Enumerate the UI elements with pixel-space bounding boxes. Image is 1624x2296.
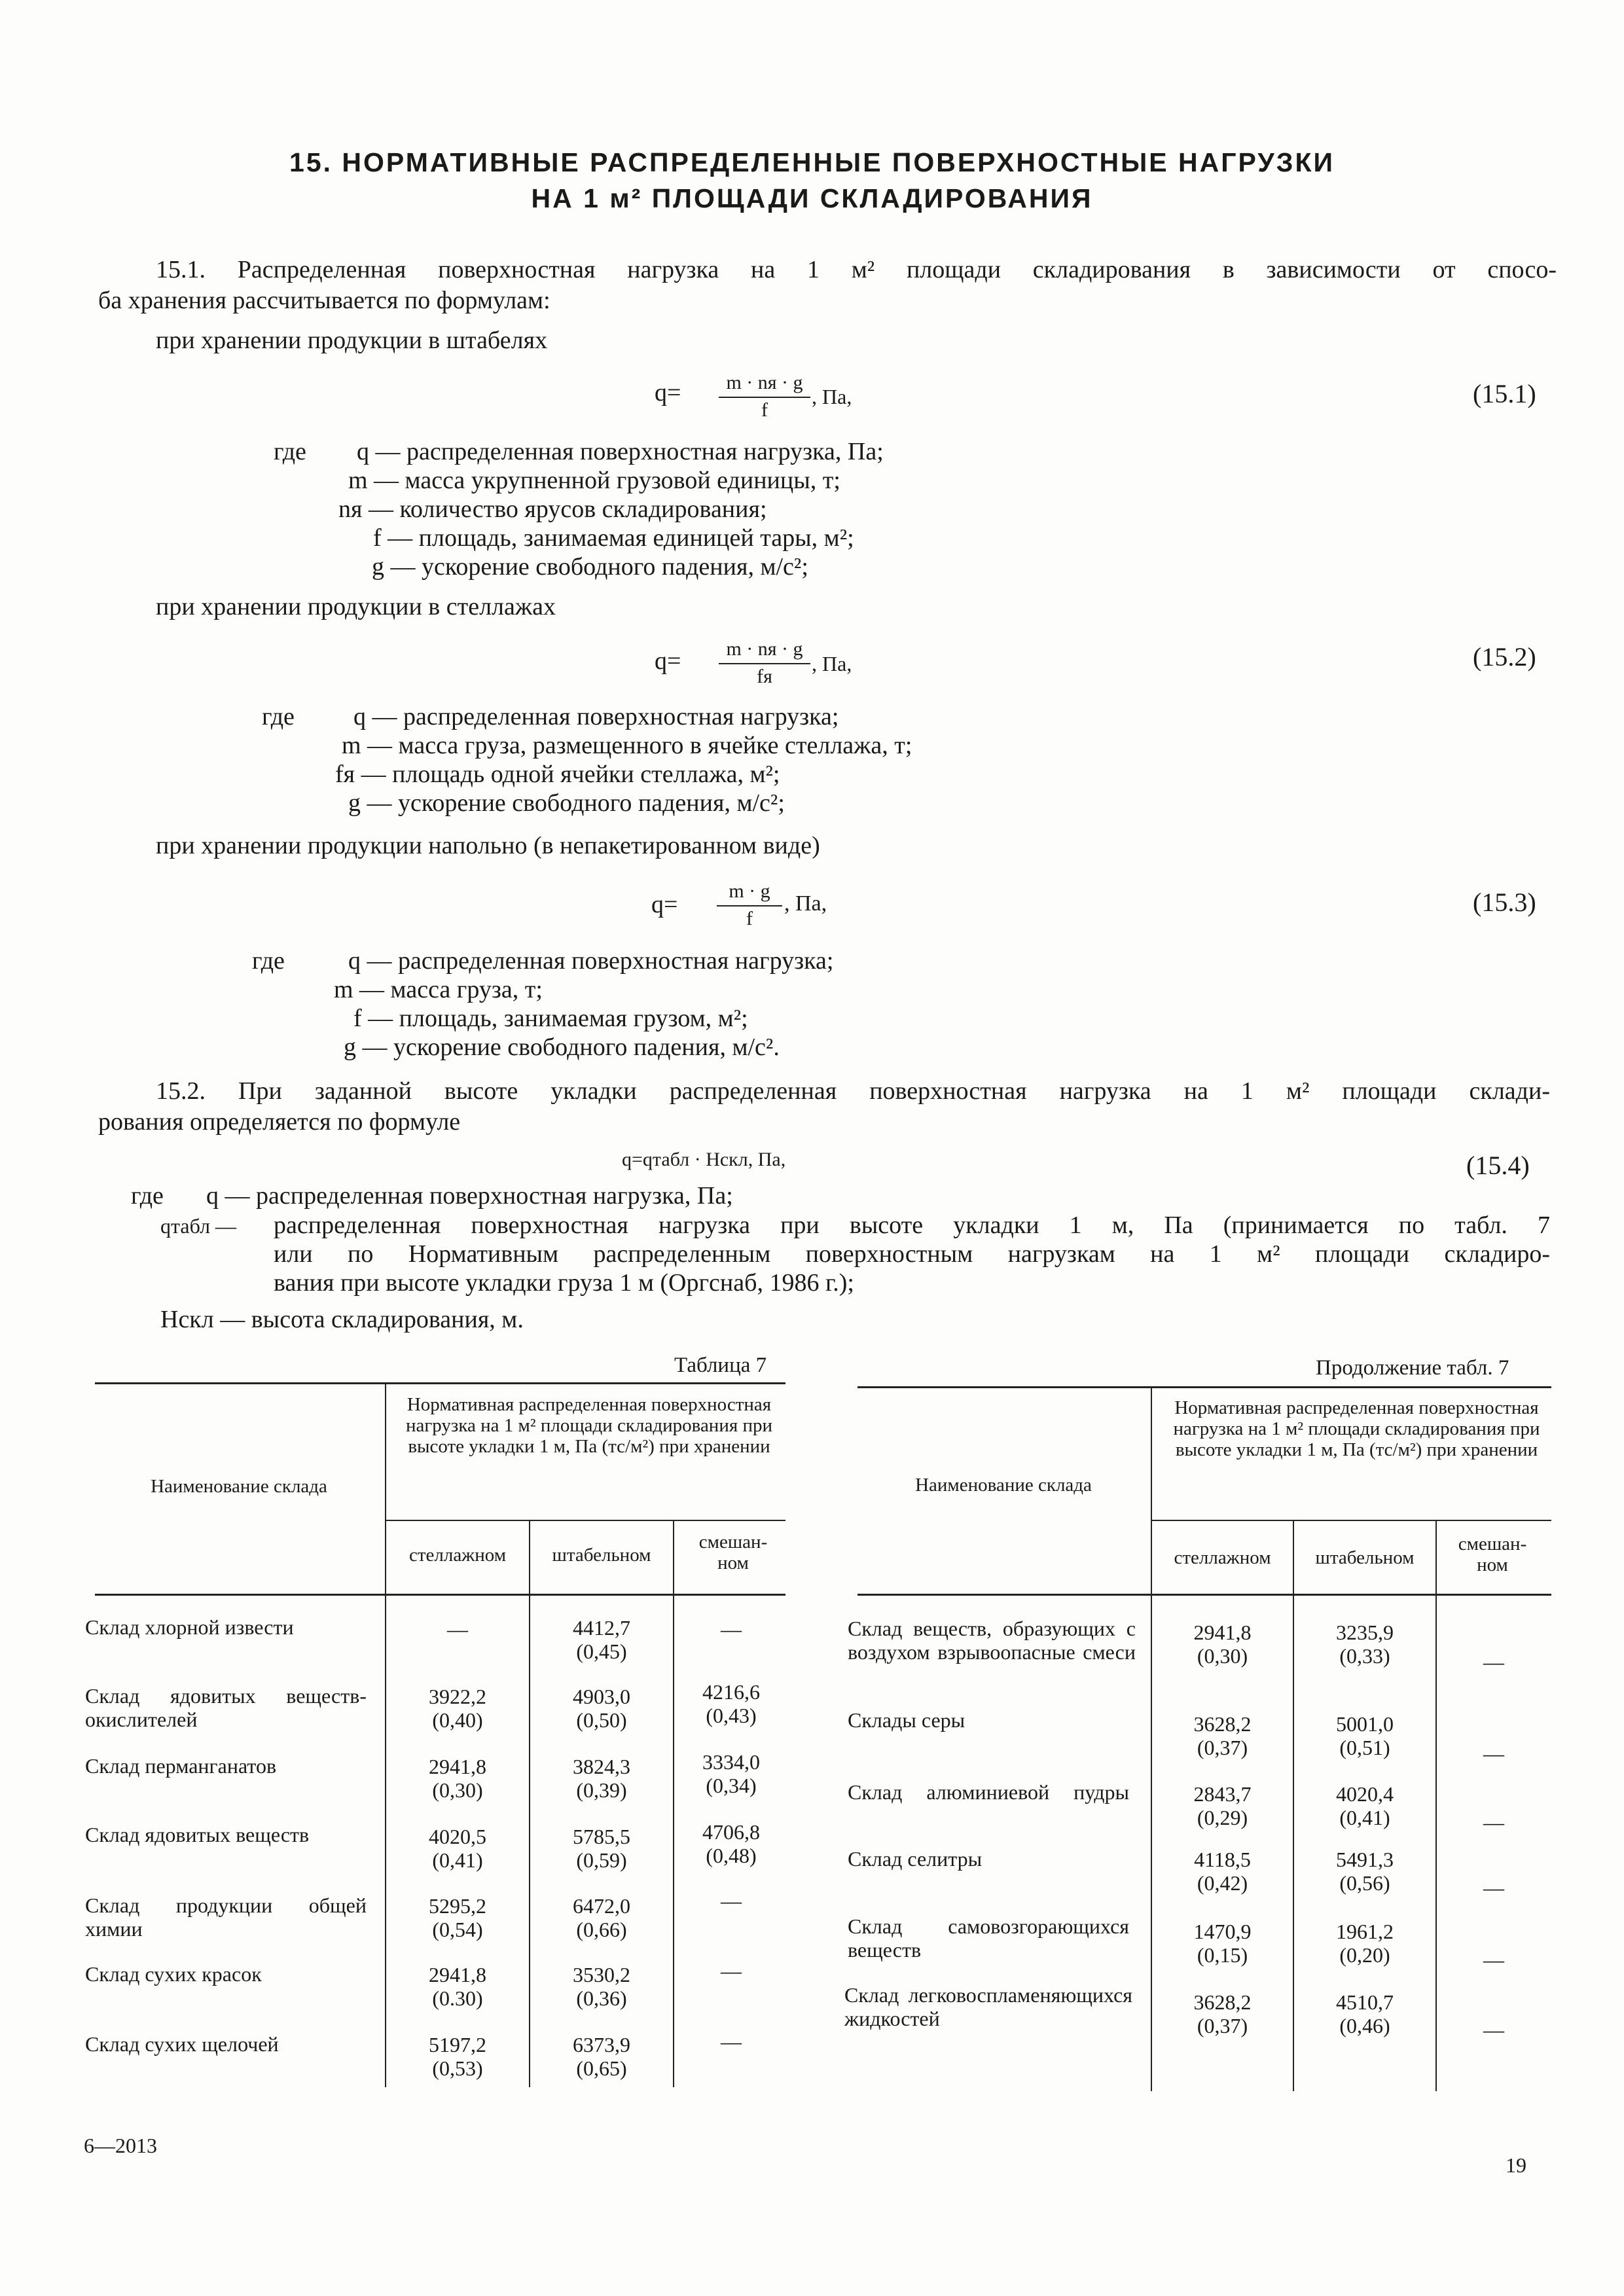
cell: (0,30) [432, 1778, 483, 1802]
cell: — [447, 1617, 468, 1641]
cell: 5197,2 [429, 2033, 486, 2056]
defs3-m: m — масса груза, т; [334, 976, 543, 1003]
defs1-f: f — площадь, занимаемая единицей тары, м²; [373, 524, 854, 552]
cell: 1961,2 [1336, 1920, 1394, 1943]
formula-2-unit: , Па, [812, 652, 852, 675]
formula-3-lhs: q= [651, 891, 678, 918]
defs4-h: Hскл — высота складирования, м. [160, 1306, 524, 1333]
cell: (0,54) [432, 1918, 483, 1941]
cell: 3530,2 [573, 1963, 630, 1986]
formula-1-denominator: f [761, 399, 768, 421]
table-left-sub-stack: штабельном [552, 1545, 651, 1566]
formula-3-denominator: f [746, 908, 753, 929]
formula-1-lhs: q= [655, 379, 681, 406]
cell: — [721, 1889, 742, 1912]
cell: — [721, 2030, 742, 2053]
cell: (0,37) [1197, 1736, 1248, 1759]
cell: (0,66) [576, 1918, 627, 1941]
defs1-g: g — ускорение свободного падения, м/с²; [372, 553, 808, 581]
cell: 1470,9 [1193, 1920, 1252, 1943]
case3-label: при хранении продукции напольно (в непакетированном виде) [156, 832, 820, 859]
cell: (0,56) [1339, 1871, 1390, 1895]
formula-4: q=qтабл · Hскл, Па, [622, 1149, 786, 1170]
cell: — [1483, 1650, 1504, 1674]
formula-2-fraction [719, 638, 810, 688]
table-right-sub-stack: штабельном [1315, 1547, 1415, 1568]
defs3-g: g — ускорение свободного падения, м/с². [344, 1033, 780, 1061]
table-left-caption: Таблица 7 [674, 1354, 767, 1377]
formula-3-fraction [717, 880, 782, 930]
table-left-sub-mixed: смешан-ном [698, 1532, 768, 1573]
formula-3-numerator: m · g [729, 880, 770, 902]
cell: 5295,2 [429, 1894, 486, 1918]
defs3-where: где [252, 947, 285, 975]
defs1-q: q — распределенная поверхностная нагрузка, Па; [357, 438, 884, 465]
table-row: Склад веществ, образующих с воздухом взрывоопасные смеси [848, 1617, 1136, 1664]
table-row: Склад легковоспламеняющихся жидкостей [844, 1983, 1132, 2030]
cell: (0,15) [1197, 1943, 1248, 1967]
defs1-n: nя — количество ярусов складирования; [338, 495, 767, 523]
table-right-caption: Продолжение табл. 7 [1316, 1356, 1509, 1380]
cell: 4706,8 [702, 1820, 760, 1844]
cell: (0,39) [576, 1778, 627, 1802]
cell: (0,65) [576, 2056, 627, 2080]
cell: — [1483, 1948, 1504, 1971]
formula-1-fraction [719, 372, 810, 422]
formula-1-number: (15.1) [1473, 379, 1536, 408]
table-right-sub-mixed: смешан-ном [1458, 1534, 1527, 1575]
table-row: Склад селитры [848, 1847, 983, 1871]
cell: (0,36) [576, 1986, 627, 2010]
table-row: Склад перманганатов [85, 1754, 277, 1778]
cell: 3628,2 [1193, 1990, 1252, 2014]
cell: 4903,0 [573, 1685, 630, 1708]
cell: (0,45) [576, 1640, 627, 1663]
cell: — [1483, 1810, 1504, 1834]
cell: — [1483, 1742, 1504, 1765]
cell: (0,46) [1339, 2014, 1390, 2037]
defs2-f: fя — площадь одной ячейки стеллажа, м²; [335, 761, 780, 788]
table-right-header-group: Нормативная распределенная поверхностная нагрузка на 1 м² площади складирования при высоте укладки 1 м, Па (тс/м²) при хранении [1173, 1397, 1540, 1460]
formula-2-denominator: fя [757, 666, 772, 687]
table-row: Склад сухих щелочей [85, 2032, 279, 2056]
table-left-header-name: Наименование склада [151, 1476, 327, 1497]
table-right-sub-shelf: стеллажном [1174, 1547, 1271, 1568]
table-row: Склад продукции общей химии [85, 1893, 367, 1941]
formula-1-numerator: m · nя · g [726, 372, 803, 393]
cell: 3922,2 [429, 1685, 486, 1708]
formula-3-number: (15.3) [1473, 888, 1536, 917]
table-row: Склад хлорной извести [85, 1615, 294, 1639]
table-row: Склад ядовитых веществ-окислителей [85, 1684, 367, 1731]
cell: (0,34) [706, 1774, 757, 1797]
cell: (0,29) [1197, 1806, 1248, 1829]
cell: — [1483, 1876, 1504, 1899]
cell: 3334,0 [702, 1750, 760, 1774]
cell: (0,20) [1339, 1943, 1390, 1967]
cell: (0,51) [1339, 1736, 1390, 1759]
cell: (0,41) [432, 1848, 483, 1872]
cell: 3824,3 [573, 1755, 630, 1778]
cell: 4118,5 [1194, 1848, 1251, 1871]
cell: 4020,5 [429, 1825, 486, 1848]
cell: (0,30) [1197, 1644, 1248, 1668]
defs2-where: где [262, 703, 295, 730]
formula-2-number: (15.2) [1473, 642, 1536, 672]
formula-1-unit: , Па, [812, 385, 852, 408]
defs4-qt-line2: или по Нормативным распределенным поверхностным нагрузкам на 1 м² площади складиро- [274, 1240, 1550, 1268]
cell: (0,42) [1197, 1871, 1248, 1895]
cell: 6472,0 [573, 1894, 630, 1918]
p151-line2: ба хранения рассчитывается по формулам: [98, 287, 550, 314]
cell: (0.30) [432, 1986, 483, 2010]
cell: 5001,0 [1336, 1712, 1394, 1736]
cell: — [1483, 2018, 1504, 2041]
p152-line2: рования определяется по формуле [98, 1108, 461, 1136]
formula-2-lhs: q= [655, 647, 681, 675]
cell: 2941,8 [429, 1963, 486, 1986]
cell: — [721, 1959, 742, 1982]
cell: 4510,7 [1336, 1990, 1394, 2014]
cell: (0,41) [1339, 1806, 1390, 1829]
p151-line1: 15.1. Распределенная поверхностная нагрузка на 1 м² площади складирования в зависимости от спосо- [156, 256, 1557, 283]
defs4-where: где [131, 1182, 164, 1210]
formula-4-number: (15.4) [1466, 1151, 1530, 1180]
table-row: Склады серы [848, 1708, 965, 1732]
cell: 2941,8 [429, 1755, 486, 1778]
table-row: Склад алюминиевой пудры [848, 1780, 1129, 1804]
defs4-q: q — распределенная поверхностная нагрузка, Па; [206, 1182, 733, 1210]
formula-2-numerator: m · nя · g [726, 638, 803, 660]
cell: (0,33) [1339, 1644, 1390, 1668]
cell: (0,53) [432, 2056, 483, 2080]
defs2-q: q — распределенная поверхностная нагрузка; [353, 703, 839, 730]
cell: 5491,3 [1336, 1848, 1394, 1871]
defs4-qt-symbol: qтабл — [160, 1214, 237, 1238]
case2-label: при хранении продукции в стеллажах [156, 593, 556, 620]
table-left-sub-shelf: стеллажном [408, 1545, 507, 1566]
cell: (0,59) [576, 1848, 627, 1872]
cell: (0,37) [1197, 2014, 1248, 2037]
formula-3-unit: , Па, [784, 891, 827, 916]
table-right-header-name: Наименование склада [915, 1475, 1092, 1496]
cell: (0,48) [706, 1844, 757, 1867]
p152-line1: 15.2. При заданной высоте укладки распределенная поверхностная нагрузка на 1 м² площади склади- [156, 1077, 1550, 1105]
cell: 6373,9 [573, 2033, 630, 2056]
page-number: 19 [1506, 2153, 1526, 2177]
defs2-g: g — ускорение свободного падения, м/с²; [348, 789, 785, 817]
defs1-m: m — масса укрупненной грузовой единицы, т; [348, 467, 840, 494]
cell: (0,40) [432, 1708, 483, 1732]
cell: 2843,7 [1193, 1782, 1252, 1806]
cell: — [721, 1617, 742, 1641]
section-title-line1: 15. НОРМАТИВНЫЕ РАСПРЕДЕЛЕННЫЕ ПОВЕРХНОСТНЫЕ НАГРУЗКИ [289, 147, 1335, 177]
section-title-line2: НА 1 м² ПЛОЩАДИ СКЛАДИРОВАНИЯ [531, 183, 1093, 213]
defs3-q: q — распределенная поверхностная нагрузка; [348, 947, 834, 975]
defs3-f: f — площадь, занимаемая грузом, м²; [353, 1005, 748, 1032]
cell: 4020,4 [1336, 1782, 1394, 1806]
cell: 4216,6 [702, 1680, 760, 1704]
case1-label: при хранении продукции в штабелях [156, 327, 548, 354]
cell: 4412,7 [573, 1616, 630, 1640]
defs4-qt-line3: вания при высоте укладки груза 1 м (Оргснаб, 1986 г.); [274, 1269, 854, 1297]
cell: 3628,2 [1193, 1712, 1252, 1736]
defs2-m: m — масса груза, размещенного в ячейке стеллажа, т; [342, 732, 912, 759]
table-left-header-group: Нормативная распределенная поверхностная нагрузка на 1 м² площади складирования при высоте укладки 1 м, Па (тс/м²) при хранении [406, 1394, 772, 1457]
cell: 5785,5 [573, 1825, 630, 1848]
cell: 3235,9 [1336, 1621, 1394, 1644]
table-row: Склад самовозгорающихся веществ [848, 1914, 1129, 1962]
defs4-qt-line1: распределенная поверхностная нагрузка при высоте укладки 1 м, Па (принимается по табл. 7 [274, 1211, 1550, 1239]
defs1-where: где [274, 438, 306, 465]
footer-code: 6—2013 [84, 2134, 157, 2157]
cell: (0,50) [576, 1708, 627, 1732]
table-row: Склад ядовитых веществ [85, 1823, 310, 1846]
table-row: Склад сухих красок [85, 1962, 262, 1986]
cell: 2941,8 [1193, 1621, 1252, 1644]
cell: (0,43) [706, 1704, 757, 1727]
